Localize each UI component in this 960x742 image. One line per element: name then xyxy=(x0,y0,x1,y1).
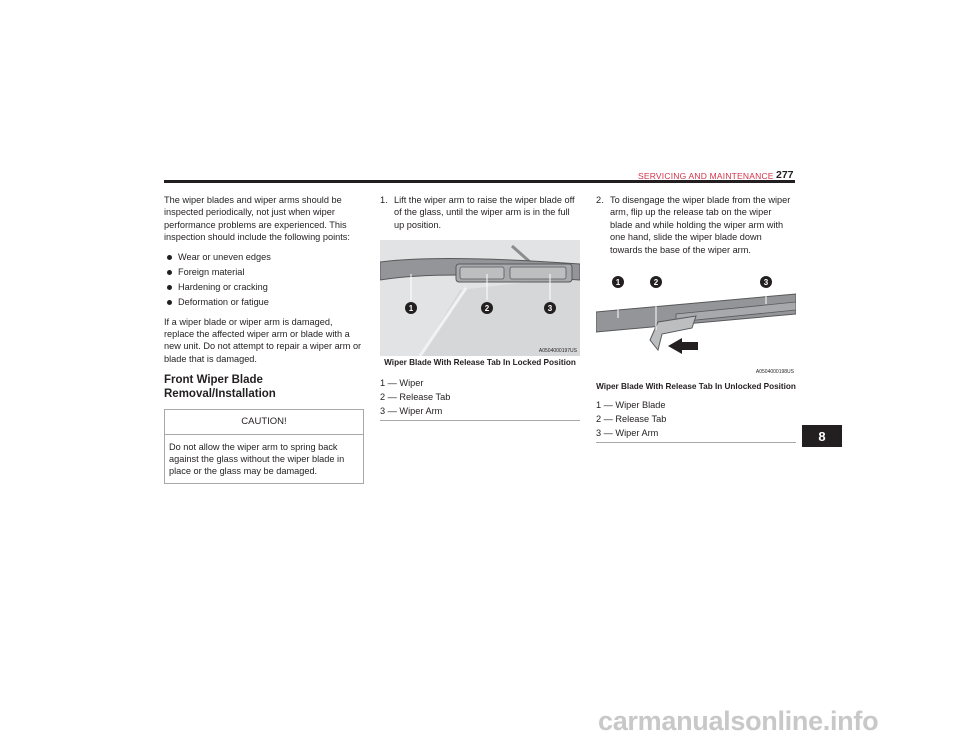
list-item xyxy=(164,280,364,295)
wiper-unlocked-figure xyxy=(596,270,796,378)
inspection-points-list xyxy=(164,250,364,310)
page-number: 277 xyxy=(776,169,794,181)
figure-caption: Wiper Blade With Release Tab In Unlocked Position xyxy=(596,382,796,391)
callout-1-label: 1 xyxy=(408,304,414,313)
release-tab-shape xyxy=(460,267,504,279)
bullet-icon xyxy=(167,270,172,275)
legend-item: 1 — Wiper Blade xyxy=(596,400,666,410)
legend-item: 3 — Wiper Arm xyxy=(380,406,443,416)
section-title: Front Wiper Blade Removal/Installation xyxy=(164,374,276,401)
step-text: To disengage the wiper blade from the wiper arm, flip up the release tab on the wiper blade and while holding the wiper arm with one hand, slide the wiper blade down towards the base of the wiper arm. xyxy=(610,195,791,255)
intro-paragraph: The wiper blades and wiper arms should be inspected periodically, not just when wiper performance problems are experienced. This inspection should include the following points: xyxy=(164,195,350,243)
column-1 xyxy=(164,194,364,484)
step-text: Lift the wiper arm to raise the wiper blade off of the glass, until the wiper arm is in the full up position. xyxy=(394,195,575,230)
wiper-locked-figure xyxy=(380,240,580,356)
list-item-text: Foreign material xyxy=(178,266,245,277)
watermark: carmanualsonline.info xyxy=(598,706,879,736)
callout-3-label: 3 xyxy=(547,304,553,313)
replacement-paragraph: If a wiper blade or wiper arm is damaged, replace the affected wiper arm or blade with a new unit. Do not attempt to repair a wiper arm or blade that is damaged. xyxy=(164,316,362,364)
figure-legend xyxy=(596,398,796,443)
legend-rule xyxy=(596,442,796,443)
figure-caption: Wiper Blade With Release Tab In Locked Position xyxy=(384,358,576,367)
list-item-text: Deformation or fatigue xyxy=(178,296,269,307)
bullet-icon xyxy=(167,285,172,290)
legend-rule xyxy=(380,420,580,421)
legend-item: 1 — Wiper xyxy=(380,378,424,388)
callout-2-label: 2 xyxy=(484,304,490,313)
blade-cover-shape xyxy=(510,267,566,279)
callout-2-label: 2 xyxy=(653,278,659,287)
figure-code: A0504000197US xyxy=(538,348,577,354)
list-item-text: Wear or uneven edges xyxy=(178,251,271,262)
running-header-section: SERVICING AND MAINTENANCE xyxy=(638,171,774,181)
step-2 xyxy=(596,194,796,256)
list-item xyxy=(164,265,364,280)
bullet-icon xyxy=(167,255,172,260)
caution-box xyxy=(164,409,364,484)
bullet-icon xyxy=(167,300,172,305)
legend-item: 2 — Release Tab xyxy=(596,414,667,424)
column-2 xyxy=(380,194,580,416)
list-item xyxy=(164,250,364,265)
chapter-tab: 8 xyxy=(802,425,842,447)
column-3 xyxy=(596,194,796,438)
callout-3-label: 3 xyxy=(763,278,769,287)
arrow-left-icon xyxy=(668,338,698,354)
step-number: 1. xyxy=(380,195,388,205)
legend-item: 2 — Release Tab xyxy=(380,392,451,402)
step-1 xyxy=(380,194,580,231)
caution-body: Do not allow the wiper arm to spring back against the glass without the wiper blade in place or the glass may be damaged. xyxy=(169,441,345,477)
legend-item: 3 — Wiper Arm xyxy=(596,428,659,438)
figure-legend xyxy=(380,376,580,421)
list-item xyxy=(164,295,364,310)
figure-code: A0504000198US xyxy=(755,369,794,375)
caution-heading: CAUTION! xyxy=(165,410,363,434)
callout-1-label: 1 xyxy=(615,278,621,287)
step-number: 2. xyxy=(596,195,604,205)
list-item-text: Hardening or cracking xyxy=(178,281,268,292)
